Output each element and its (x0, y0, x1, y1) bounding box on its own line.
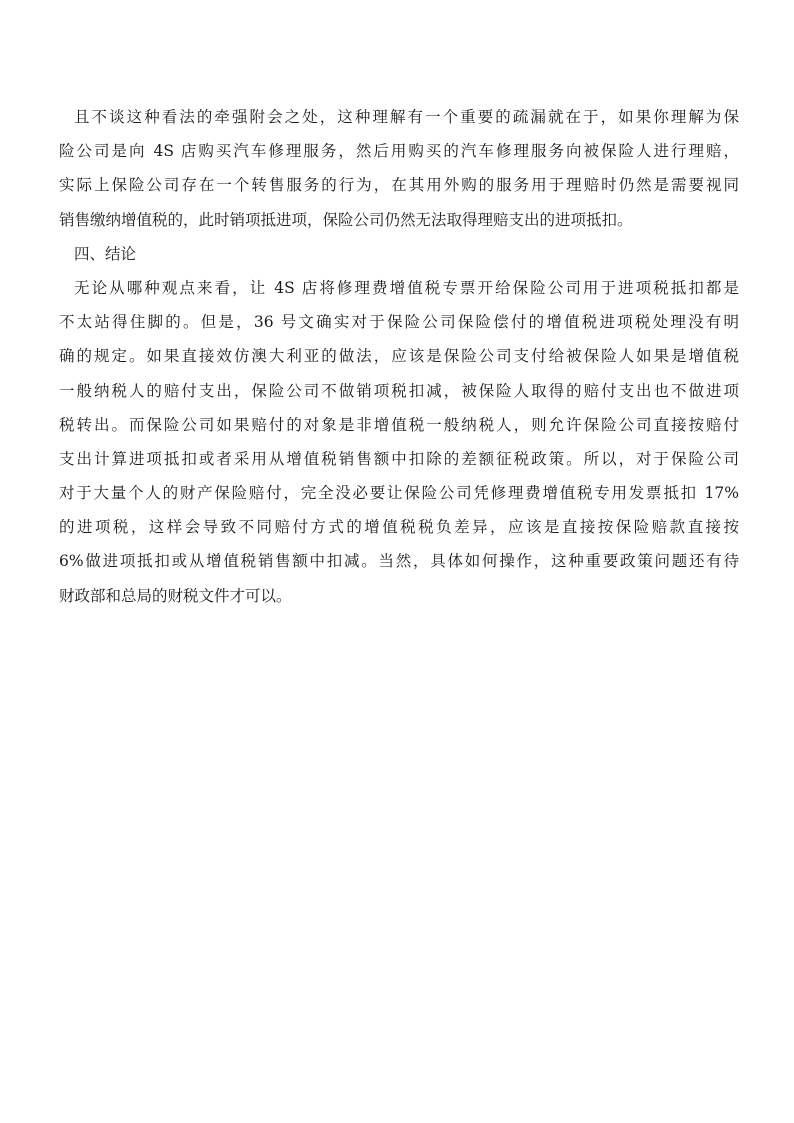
paragraph-line: 一般纳税人的赔付支出，保险公司不做销项税扣减，被保险人取得的赔付支出也不做进项 (59, 381, 739, 400)
paragraph-2 (59, 271, 739, 613)
paragraph-line: 无论从哪种观点来看，让 4S 店将修理费增值税专票开给保险公司用于进项税抵扣都是 (74, 278, 739, 297)
paragraph-line: 税转出。而保险公司如果赔付的对象是非增值税一般纳税人，则允许保险公司直接按赔付 (59, 415, 739, 434)
paragraph-line: 确的规定。如果直接效仿澳大利亚的做法，应该是保险公司支付给被保险人如果是增值税 (59, 347, 739, 366)
paragraph-line: 销售缴纳增值税的，此时销项抵进项，保险公司仍然无法取得理赔支出的进项抵扣。 (59, 210, 633, 229)
paragraph-line: 实际上保险公司存在一个转售服务的行为，在其用外购的服务用于理赔时仍然是需要视同 (59, 176, 739, 195)
paragraph-1 (59, 100, 739, 237)
paragraph-line: 支出计算进项抵扣或者采用从增值税销售额中扣除的差额征税政策。所以，对于保险公司 (59, 449, 739, 468)
paragraph-line: 的进项税，这样会导致不同赔付方式的增值税税负差异，应该是直接按保险赔款直接按 (59, 518, 739, 537)
section-heading-conclusion (59, 237, 739, 271)
paragraph-line: 对于大量个人的财产保险赔付，完全没必要让保险公司凭修理费增值税专用发票抵扣 17% (59, 484, 739, 503)
document-body (59, 100, 739, 613)
paragraph-line: 6%做进项抵扣或从增值税销售额中扣减。当然，具体如何操作，这种重要政策问题还有待 (59, 552, 739, 571)
section-heading: 四、结论 (74, 244, 137, 263)
paragraph-line: 不太站得住脚的。但是，36 号文确实对于保险公司保险偿付的增值税进项税处理没有明 (59, 313, 739, 332)
paragraph-line: 财政部和总局的财税文件才可以。 (59, 586, 292, 605)
paragraph-line: 险公司是向 4S 店购买汽车修理服务，然后用购买的汽车修理服务向被保险人进行理赔， (59, 142, 739, 161)
paragraph-line: 且不谈这种看法的牵强附会之处，这种理解有一个重要的疏漏就在于，如果你理解为保 (74, 108, 739, 126)
